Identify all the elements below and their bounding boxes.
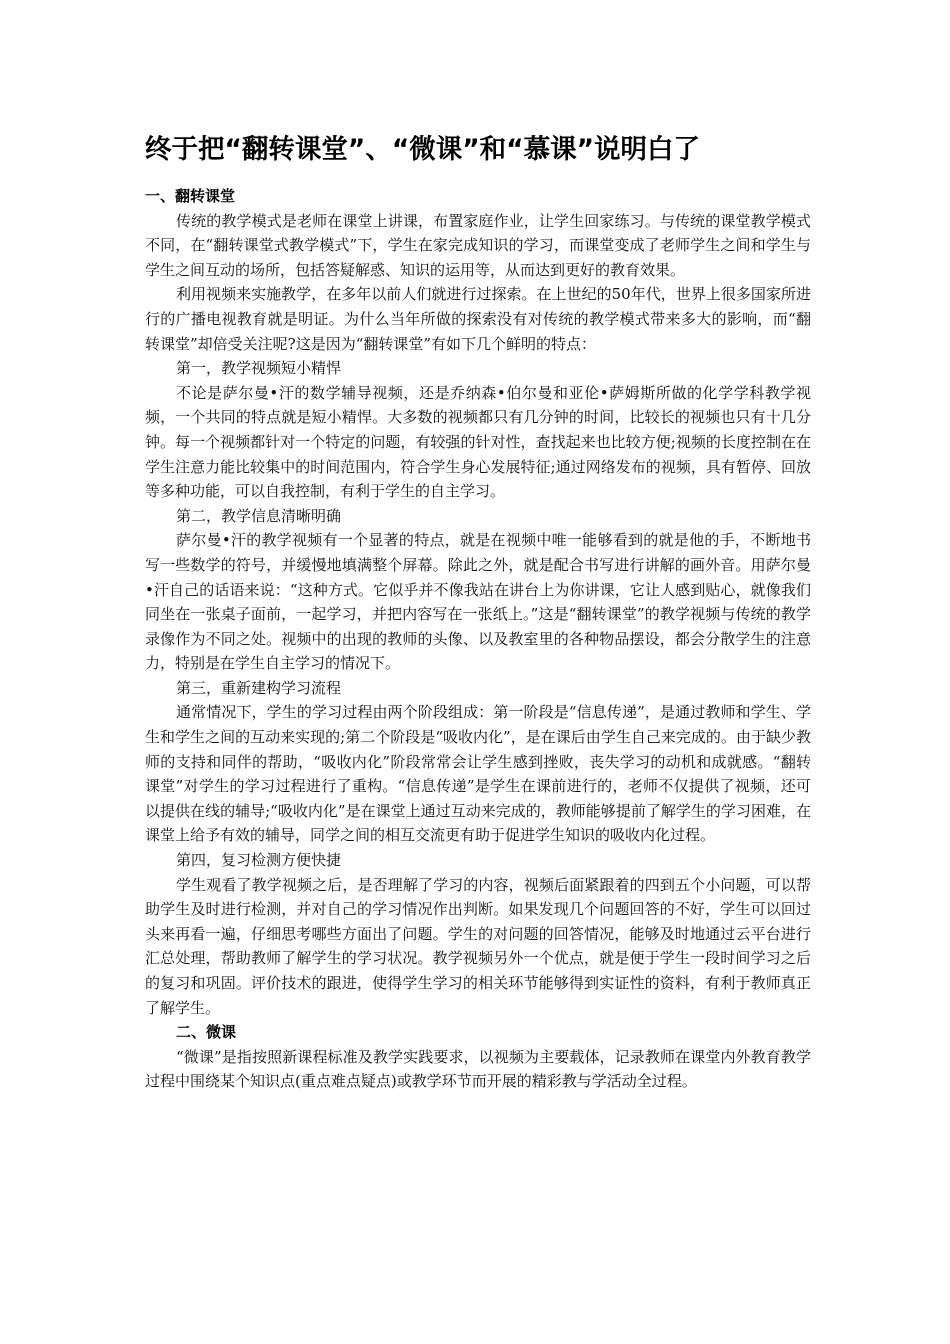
point-heading: 第一，教学视频短小精悍: [176, 359, 342, 378]
section-heading: 二、微课: [176, 1023, 237, 1042]
paragraph: 通常情况下，学生的学习过程由两个阶段组成：第一阶段是“信息传递”，是通过教师和学生、学生和学生之间的互动来实现的;第二个阶段是“吸收内化”，是在课后由学生自己来完成的。由于缺少教师的支持和同伴的帮助，“吸收内化”阶段常常会让学生感到挫败，丧失学习的动机和成就感。“翻转课堂”对学生的学习过程进行了重构。“信息传递”是学生在课前进行的，老师不仅提供了视频，还可以提供在线的辅导;“吸收内化”是在课堂上通过互动来完成的，教师能够提前了解学生的学习困难，在课堂上给予有效的辅导，同学之间的相互交流更有助于促进学生知识的吸收内化过程。: [145, 703, 811, 845]
paragraph: “微课”是指按照新课程标准及教学实践要求，以视频为主要载体，记录教师在课堂内外教育教学过程中围绕某个知识点(重点难点疑点)或教学环节而开展的精彩教与学活动全过程。: [145, 1047, 811, 1091]
point-heading: 第二，教学信息清晰明确: [176, 506, 342, 525]
document-page: [145, 128, 811, 1094]
section-heading: 一、翻转课堂: [145, 187, 236, 205]
section-flipped-classroom: [145, 184, 811, 1020]
document-title: 终于把“翻转课堂”、“微课”和“慕课”说明白了: [145, 134, 700, 165]
paragraph: 萨尔曼•汗的教学视频有一个显著的特点，就是在视频中唯一能够看到的就是他的手，不断地书写一些数学的符号，并缓慢地填满整个屏幕。除此之外，就是配合书写进行讲解的画外音。用萨尔曼•汗自己的话语来说：“这种方式。它似乎并不像我站在讲台上为你讲课，它让人感到贴心，就像我们同坐在一张桌子面前，一起学习，并把内容写在一张纸上。”这是“翻转课堂”的教学视频与传统的教学录像作为不同之处。视频中的出现的教师的头像、以及教室里的各种物品摆设，都会分散学生的注意力，特别是在学生自主学习的情况下。: [145, 531, 811, 673]
paragraph: 学生观看了教学视频之后，是否理解了学习的内容，视频后面紧跟着的四到五个小问题，可以帮助学生及时进行检测，并对自己的学习情况作出判断。如果发现几个问题回答的不好，学生可以回过头来再看一遍，仔细思考哪些方面出了问题。学生的对问题的回答情况，能够及时地通过云平台进行汇总处理，帮助教师了解学生的学习状况。教学视频另外一个优点，就是便于学生一段时间学习之后的复习和巩固。评价技术的跟进，使得学生学习的相关环节能够得到实证性的资料，有利于教师真正了解学生。: [145, 875, 811, 1017]
point-heading: 第四，复习检测方便快捷: [176, 851, 342, 870]
section-microlecture: [145, 1020, 811, 1094]
paragraph: 利用视频来实施教学，在多年以前人们就进行过探索。在上世纪的50年代，世界上很多国家所进行的广播电视教育就是明证。为什么当年所做的探索没有对传统的教学模式带来多大的影响，而“翻转课堂”却倍受关注呢?这是因为“翻转课堂”有如下几个鲜明的特点：: [145, 285, 811, 353]
paragraph: 传统的教学模式是老师在课堂上讲课，布置家庭作业，让学生回家练习。与传统的课堂教学模式不同，在“翻转课堂式教学模式”下，学生在家完成知识的学习，而课堂变成了老师学生之间和学生与学生之间互动的场所，包括答疑解惑、知识的运用等，从而达到更好的教育效果。: [145, 211, 811, 279]
paragraph: 不论是萨尔曼•汗的数学辅导视频，还是乔纳森•伯尔曼和亚伦•萨姆斯所做的化学学科教学视频，一个共同的特点就是短小精悍。大多数的视频都只有几分钟的时间，比较长的视频也只有十几分钟。每一个视频都针对一个特定的问题，有较强的针对性，查找起来也比较方便;视频的长度控制在在学生注意力能比较集中的时间范围内，符合学生身心发展特征;通过网络发布的视频，具有暂停、回放等多种功能，可以自我控制，有利于学生的自主学习。: [145, 383, 811, 501]
point-heading: 第三，重新建构学习流程: [176, 678, 342, 697]
